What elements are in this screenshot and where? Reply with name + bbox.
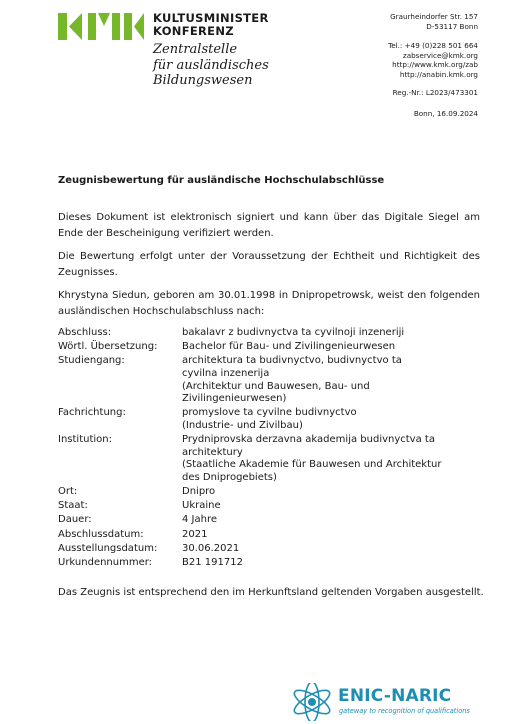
detail-value (182, 543, 442, 556)
detail-value-line: B21 191712 (182, 557, 243, 569)
detail-value-line: (Industrie- und Zivilbau) (182, 419, 303, 431)
detail-label: Staat: (58, 500, 88, 512)
detail-value (182, 514, 442, 527)
detail-value (182, 557, 442, 570)
detail-value (182, 434, 442, 484)
detail-row (58, 434, 442, 484)
detail-value-line: Prydniprovska derzavna akademija budivnyctva ta (182, 434, 435, 446)
degree-details (58, 327, 442, 571)
detail-value-line: Dnipro (182, 486, 216, 498)
kmk-logo (58, 13, 144, 40)
detail-row (58, 529, 442, 542)
paragraph-signature-note: Dieses Dokument ist elektronisch signiert und kann über das Digitale Siegel am Ende der Bescheinigung verifiziert werden. (58, 212, 480, 239)
detail-row (58, 557, 442, 570)
detail-value-line: Zivilingenieurwesen) (182, 393, 287, 405)
detail-value-line: (Staatliche Akademie für Bauwesen und Architektur (182, 459, 442, 471)
detail-value (182, 486, 442, 499)
detail-label: Studiengang: (58, 355, 125, 367)
detail-value-line: (Architektur und Bauwesen, Bau- und (182, 380, 370, 392)
address-street: Graurheindorfer Str. 157 (390, 12, 478, 21)
detail-value-line: cyvilna inzenerija (182, 367, 270, 379)
org-dept-line1: Zentralstelle (153, 42, 238, 57)
detail-row (58, 486, 442, 499)
detail-value (182, 355, 442, 405)
address-phone: Tel.: +49 (0)228 501 664 (388, 41, 478, 51)
detail-value-line: bakalavr z budivnyctva ta cyvilnoji inzeneriji (182, 327, 405, 338)
address-web1: http://www.kmk.org/zab (392, 60, 478, 70)
org-name (153, 12, 269, 38)
enic-naric-tagline: gateway to recognition of qualifications (339, 707, 470, 715)
org-department (153, 42, 269, 89)
detail-label: Wörtl. Übersetzung: (58, 341, 158, 353)
detail-value-line: promyslove ta cyvilne budivnyctvo (182, 407, 357, 419)
enic-naric-logo-mark (290, 683, 334, 721)
detail-label: Urkundennummer: (58, 557, 153, 569)
org-name-line2: KONFERENZ (153, 24, 234, 38)
closing-statement: Das Zeugnis ist entsprechend den im Herkunftsland geltenden Vorgaben ausgestellt. (58, 587, 484, 598)
detail-label: Dauer: (58, 514, 92, 526)
detail-label: Abschlussdatum: (58, 528, 144, 540)
detail-value (182, 500, 442, 513)
address-email: zabservice@kmk.org (402, 50, 478, 60)
paragraph-holder-intro: Khrystyna Siedun, geboren am 30.01.1998 in Dnipropetrowsk, weist den folgenden ausländischen Hochschulabschluss nach: (58, 290, 480, 317)
org-name-line1: KULTUSMINISTER (153, 11, 269, 25)
detail-row (58, 355, 442, 405)
detail-value-line: des Dniprogebiets) (182, 471, 277, 483)
document-date: Bonn, 16.09.2024 (413, 109, 478, 118)
detail-value (182, 407, 442, 432)
detail-value-line: 2021 (182, 528, 208, 540)
detail-label: Ort: (58, 486, 78, 498)
address-city: D-53117 Bonn (426, 21, 478, 31)
detail-value-line: 4 Jahre (182, 514, 217, 526)
document-title: Zeugnisbewertung für ausländische Hochschulabschlüsse (58, 175, 385, 186)
enic-naric-name: ENIC-NARIC (338, 686, 452, 706)
detail-value (182, 341, 442, 354)
detail-label: Fachrichtung: (58, 407, 126, 419)
registration-number: Reg.-Nr.: L2023/473301 (392, 88, 478, 97)
detail-row (58, 514, 442, 527)
detail-value (182, 327, 442, 340)
detail-value-line: Bachelor für Bau- und Zivilingenieurwesen (182, 341, 396, 353)
detail-value-line: architektury (182, 446, 243, 458)
detail-value-line: Ukraine (182, 500, 221, 512)
detail-row (58, 341, 442, 354)
detail-label: Institution: (58, 434, 112, 446)
detail-value-line: 30.06.2021 (182, 542, 240, 554)
detail-row (58, 327, 442, 340)
detail-label: Ausstellungsdatum: (58, 542, 158, 554)
detail-row (58, 543, 442, 556)
detail-row (58, 407, 442, 432)
address-block (388, 12, 478, 80)
detail-value (182, 529, 442, 542)
org-dept-line2: für ausländisches (153, 57, 269, 73)
detail-value-line: architektura ta budivnyctvo, budivnyctvo ta (182, 355, 402, 367)
detail-row (58, 500, 442, 513)
paragraph-authenticity-note: Die Bewertung erfolgt unter der Voraussetzung der Echtheit und Richtigkeit des Zeugnisses. (58, 251, 480, 278)
org-dept-line3: Bildungswesen (153, 73, 253, 88)
detail-label: Abschluss: (58, 327, 112, 338)
address-web2: http://anabin.kmk.org (399, 69, 478, 79)
